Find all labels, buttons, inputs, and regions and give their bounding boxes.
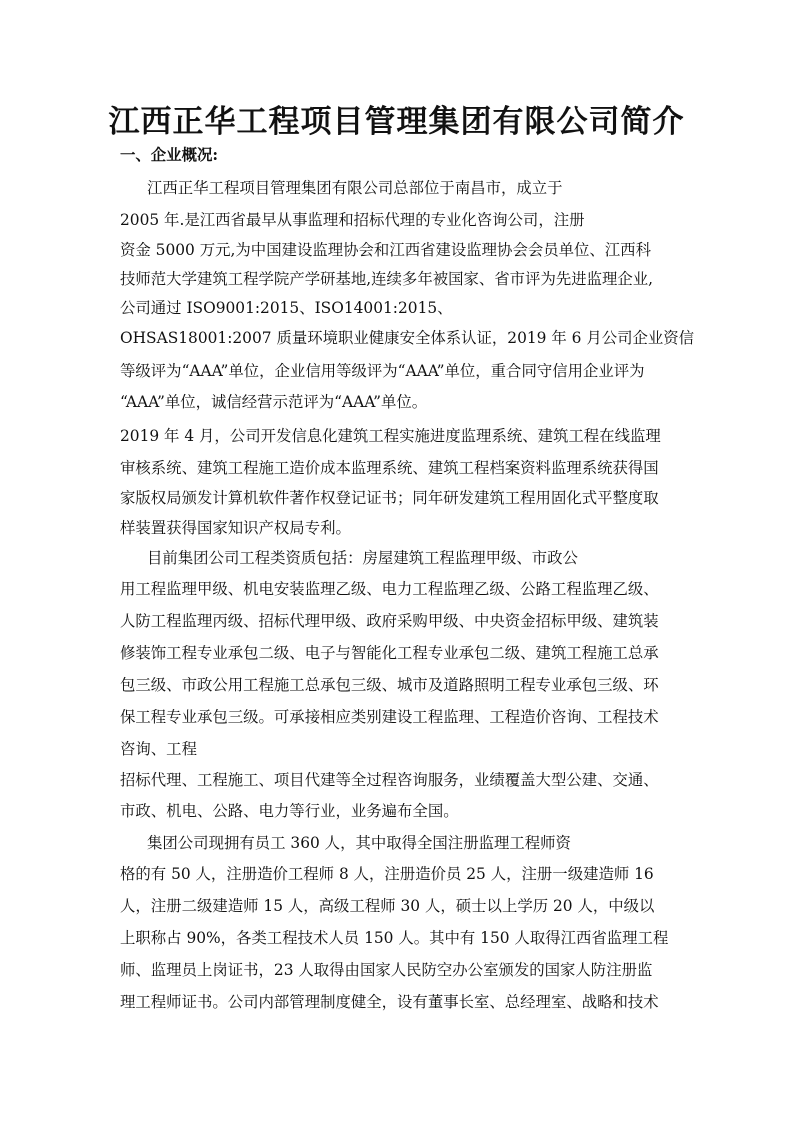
paragraph-line: 2005 年.是江西省最早从事监理和招标代理的专业化咨询公司，注册 (120, 211, 585, 229)
paragraph-line: 招标代理、工程施工、项目代建等全过程咨询服务，业绩覆盖大型公建、交通、 (120, 771, 659, 789)
paragraph-line: 理工程师证书。公司内部管理制度健全，设有董事长室、总经理室、战略和技术 (120, 993, 659, 1011)
paragraph-line: 集团公司现拥有员工 360 人，其中取得全国注册监理工程师资 (147, 834, 571, 852)
section-heading: 一、企业概况: (120, 146, 219, 164)
document-title: 江西正华工程项目管理集团有限公司简介 (108, 104, 685, 140)
paragraph-line: 样装置获得国家知识产权局专利。 (120, 519, 351, 537)
paragraph-line: 审核系统、建筑工程施工造价成本监理系统、建筑工程档案资料监理系统获得国 (120, 459, 659, 477)
paragraph-line: 人，注册二级建造师 15 人，高级工程师 30 人，硕士以上学历 20 人，中级以 (120, 897, 655, 915)
paragraph-line: 包三级、市政公用工程施工总承包三级、城市及道路照明工程专业承包三级、环 (120, 676, 659, 694)
paragraph-line: 用工程监理甲级、机电安装监理乙级、电力工程监理乙级、公路工程监理乙级、 (120, 580, 659, 598)
paragraph-line: 2019 年 4 月，公司开发信息化建筑工程实施进度监理系统、建筑工程在线监理 (120, 427, 661, 445)
paragraph-line: 修装饰工程专业承包二级、电子与智能化工程专业承包二级、建筑工程施工总承 (120, 644, 659, 662)
paragraph-line: 江西正华工程项目管理集团有限公司总部位于南昌市，成立于 (147, 179, 563, 197)
paragraph-line: 公司通过 ISO9001:2015、ISO14001:2015、 (120, 299, 453, 317)
paragraph-line: OHSAS18001:2007 质量环境职业健康安全体系认证，2019 年 6 月公司企业资信 (120, 329, 695, 347)
paragraph-line: 咨询、工程 (120, 740, 197, 758)
paragraph-line: 师、监理员上岗证书，23 人取得由国家人民防空办公室颁发的国家人防注册监 (120, 961, 653, 979)
paragraph-line: 人防工程监理丙级、招标代理甲级、政府采购甲级、中央资金招标甲级、建筑装 (120, 612, 659, 630)
paragraph-line: 格的有 50 人，注册造价工程师 8 人，注册造价员 25 人，注册一级建造师 16 (120, 865, 654, 883)
paragraph-line: 资金 5000 万元,为中国建设监理协会和江西省建设监理协会会员单位、江西科 (120, 241, 651, 259)
paragraph-line: 目前集团公司工程类资质包括：房屋建筑工程监理甲级、市政公 (147, 549, 578, 567)
paragraph-line: 家版权局颁发计算机软件著作权登记证书；同年研发建筑工程用固化式平整度取 (120, 489, 659, 507)
paragraph-line: 保工程专业承包三级。可承接相应类别建设工程监理、工程造价咨询、工程技术 (120, 708, 659, 726)
paragraph-line: 技师范大学建筑工程学院产学研基地,连续多年被国家、省市评为先进监理企业, (120, 270, 654, 288)
paragraph-line: “AAA”单位，诚信经营示范评为“AAA”单位。 (120, 393, 428, 411)
paragraph-line: 市政、机电、公路、电力等行业，业务遍布全国。 (120, 802, 459, 820)
paragraph-line: 等级评为“AAA”单位，企业信用等级评为“AAA”单位，重合同守信用企业评为 (120, 362, 645, 380)
paragraph-line: 上职称占 90%，各类工程技术人员 150 人。其中有 150 人取得江西省监理工程 (120, 929, 669, 947)
